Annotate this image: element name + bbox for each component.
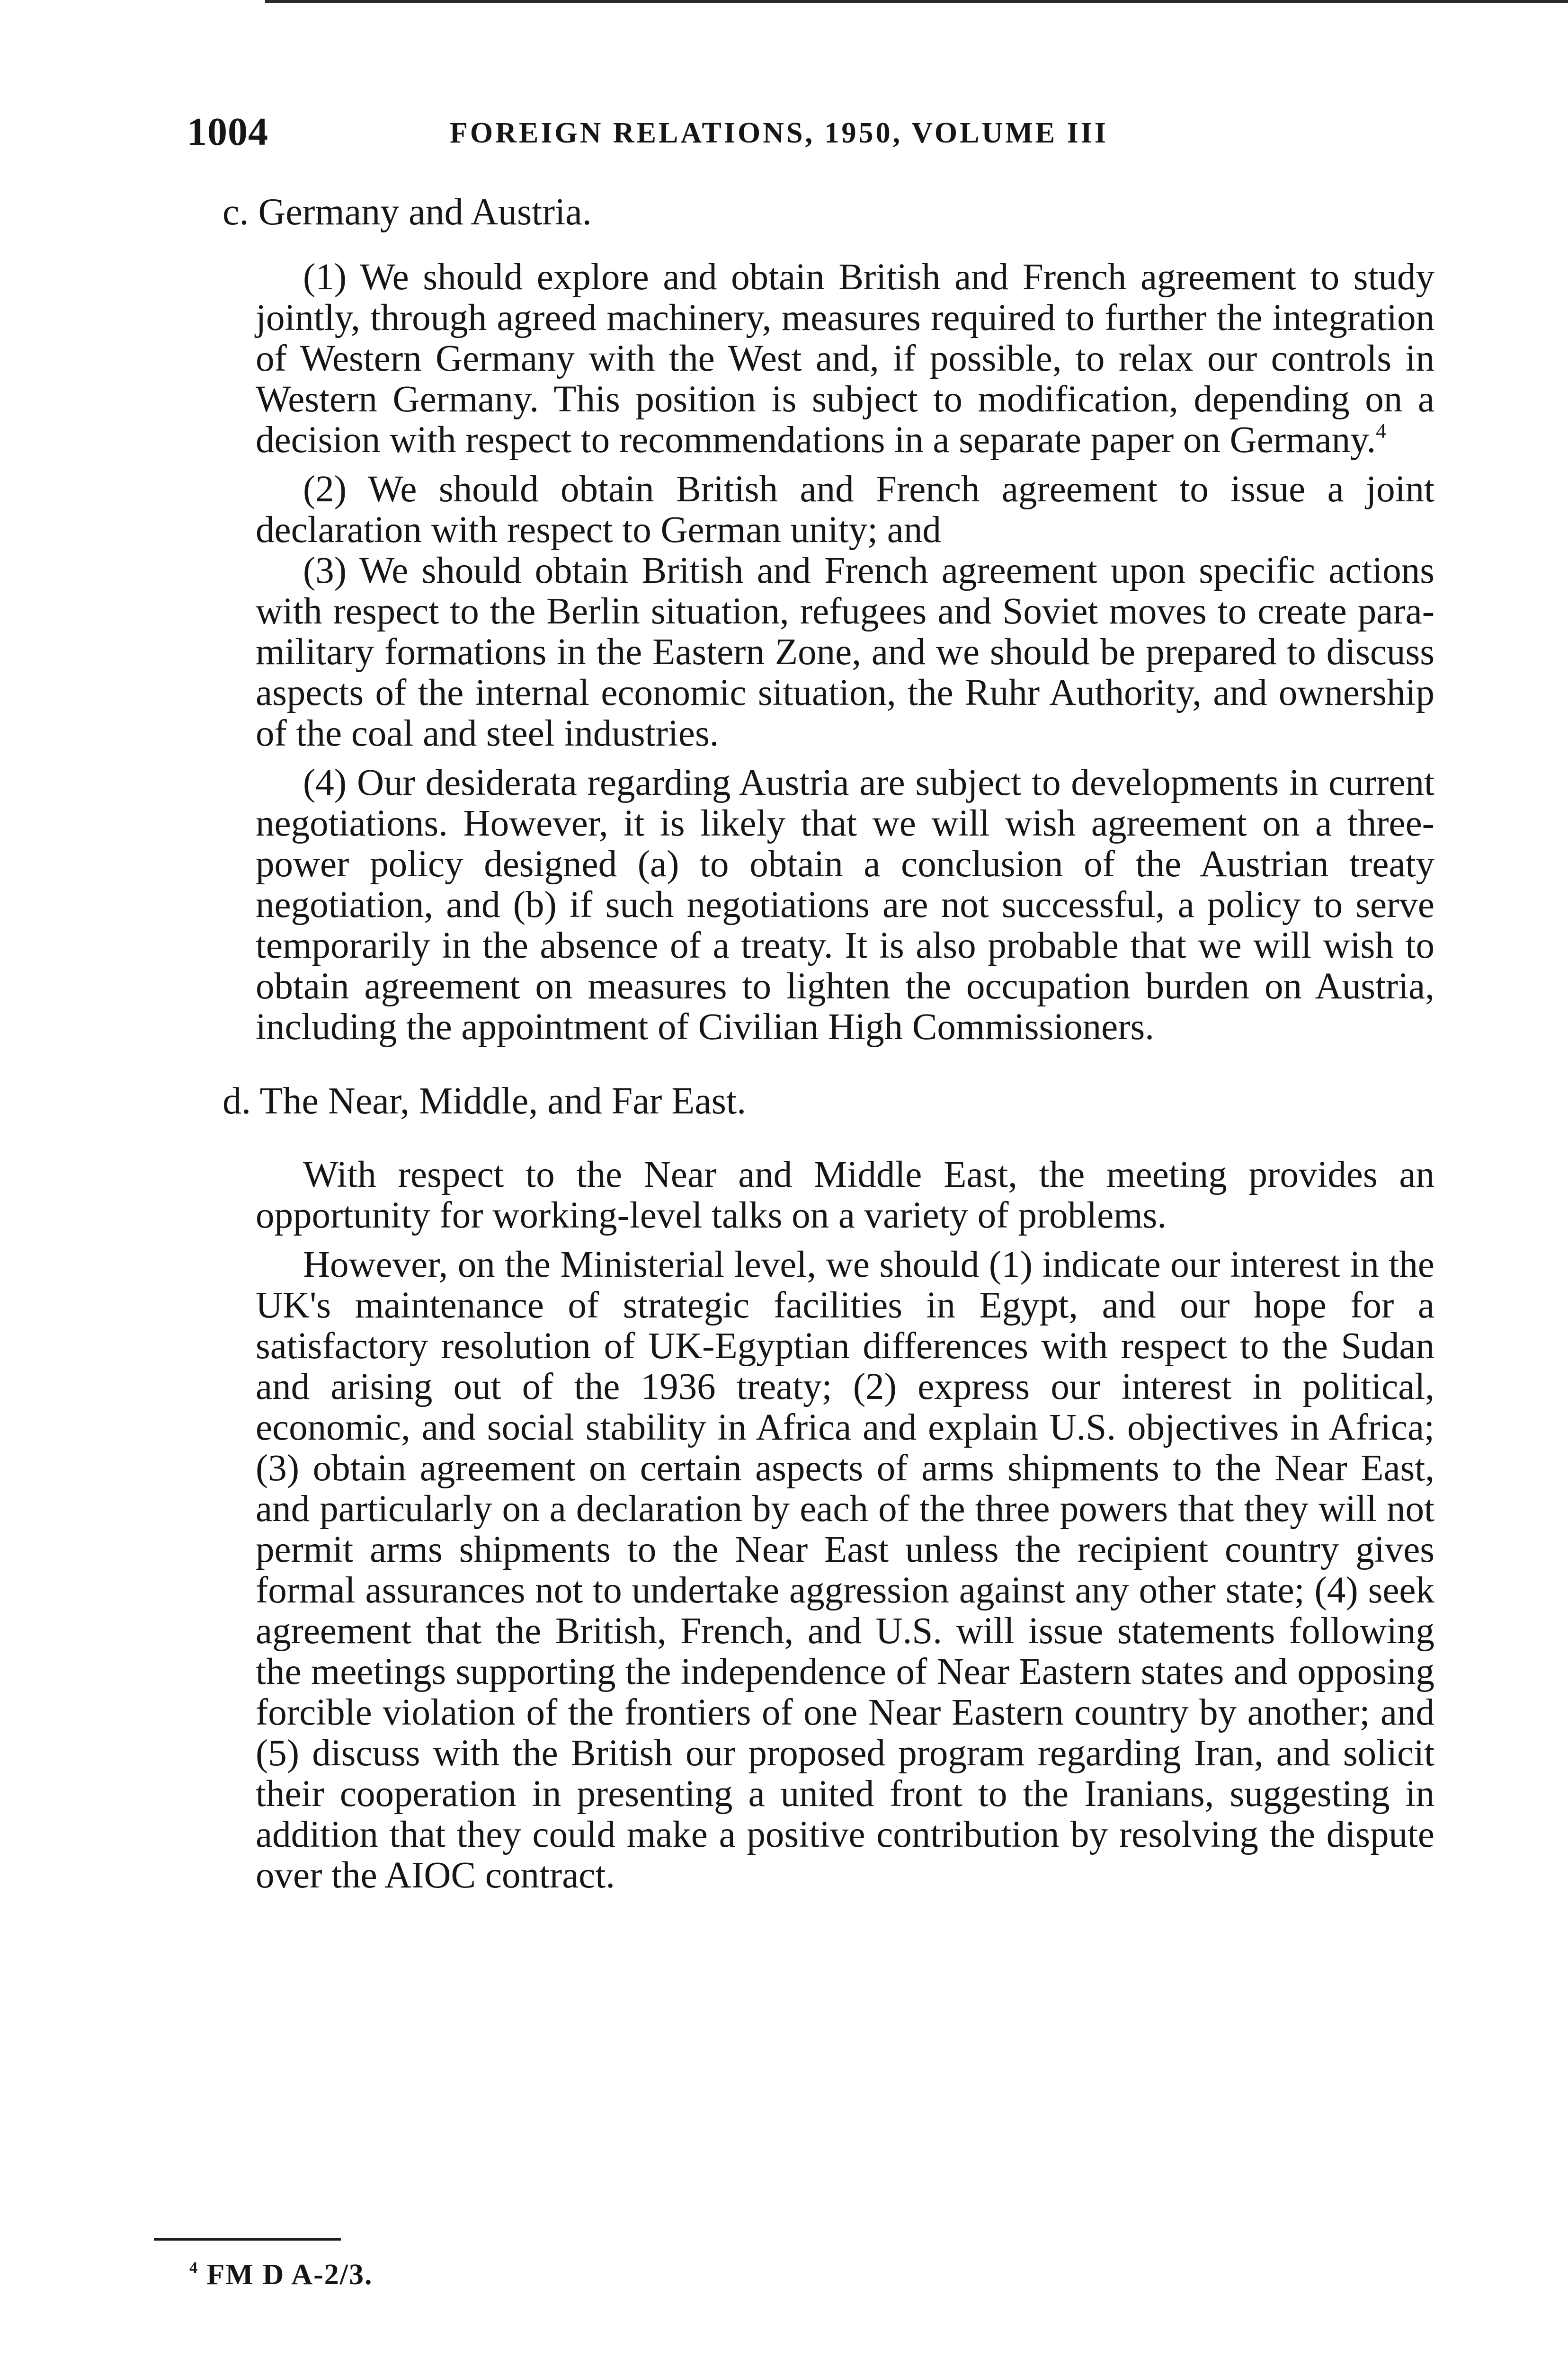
top-edge-rule: [265, 0, 1568, 3]
body-text: [223, 191, 1434, 1896]
page-header: [187, 109, 1262, 166]
section-c-paragraph-1-text: (1) We should explore and obtain British and French agreement to study jointly, through agreed machinery, measures required to further the integration of Western Germany with the West and, if possible, to relax our controls in Western Germany. This position is subject to modification, depending on a decision with respect to recommendations in a separate paper on Germany.: [256, 257, 1434, 461]
section-d-heading: d. The Near, Middle, and Far East.: [223, 1080, 747, 1122]
page-number: 1004: [187, 110, 268, 154]
footnote-rule: [154, 2238, 341, 2241]
section-c-paragraph-3: (3) We should obtain British and French agreement upon specific actions with respect to the Berlin situation, refugees and Soviet moves to create para-military formations in the Eastern Zone, and we should be prepared to discuss aspects of the internal economic situation, the Ruhr Authority, and ownership of the coal and steel industries.: [256, 550, 1434, 754]
section-c-heading: c. Germany and Austria.: [223, 191, 592, 233]
section-d-paragraph-2: However, on the Ministerial level, we should (1) indicate our interest in the UK's maintenance of strategic facilities in Egypt, and our hope for a satisfactory resolution of UK-Egyptian differences with respect to the Sudan and arising out of the 1936 treaty; (2) express our interest in political, economic, and social stability in Africa and explain U.S. objectives in Africa; (3) obtain agreement on certain aspects of arms shipments to the Near East, and particularly on a declaration by each of the three powers that they will not permit arms shipments to the Near East unless the recipient country gives formal assurances not to undertake aggression against any other state; (4) seek agreement that the British, French, and U.S. will issue statements following the meetings supporting the independence of Near Eastern states and opposing forcible violation of the frontiers of one Near Eastern country by another; and (5) discuss with the British our proposed program regarding Iran, and solicit their cooperation in presenting a united front to the Iranians, suggesting in addition that they could make a positive contribution by resolving the dispute over the AIOC contract.: [256, 1244, 1434, 1896]
section-c-paragraph-2: (2) We should obtain British and French agreement to issue a joint declaration with respect to German unity; and: [256, 469, 1434, 551]
footnote-marker: 4: [189, 2259, 199, 2277]
footnote: [189, 2258, 373, 2292]
footnote-reference: 4: [1376, 419, 1386, 443]
section-c-paragraph-1: [256, 257, 1434, 461]
footnote-text: FM D A-2/3.: [206, 2259, 373, 2291]
running-head: FOREIGN RELATIONS, 1950, VOLUME III: [450, 117, 1108, 149]
section-c-paragraph-4: (4) Our desiderata regarding Austria are subject to developments in current negotiations. However, it is likely that we will wish agreement on a three-power policy designed (a) to obtain a conclusion of the Austrian treaty negotiation, and (b) if such negotiations are not successful, a policy to serve temporarily in the absence of a treaty. It is also probable that we will wish to obtain agreement on measures to lighten the occupation burden on Austria, including the appointment of Civilian High Commissioners.: [256, 762, 1434, 1048]
section-d-paragraph-1: With respect to the Near and Middle East, the meeting provides an opportunity for working-level talks on a variety of problems.: [256, 1154, 1434, 1236]
